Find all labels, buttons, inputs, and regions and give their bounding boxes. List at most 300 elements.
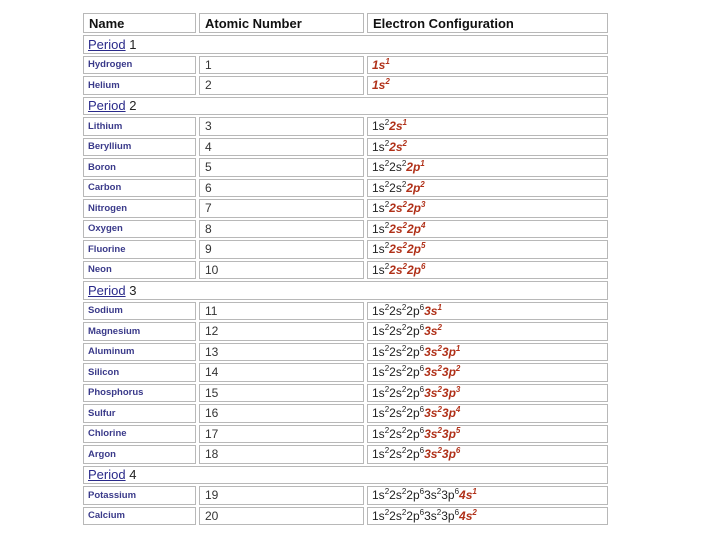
atomic-number: 13 — [199, 343, 364, 362]
period-row — [83, 281, 608, 300]
orbital-exponent: 2 — [436, 507, 442, 517]
orbital-term — [406, 488, 424, 502]
orbital-term — [441, 509, 459, 523]
orbital: 2p — [406, 426, 420, 441]
atomic-number: 1 — [199, 56, 364, 75]
electron-configuration — [367, 138, 608, 157]
orbital-term — [372, 119, 389, 133]
period-row — [83, 97, 608, 116]
orbital-exponent: 1 — [455, 343, 461, 353]
orbital-term — [424, 509, 441, 523]
orbital-exponent: 2 — [384, 118, 390, 128]
orbital-term — [389, 365, 406, 379]
orbital-exponent: 2 — [402, 220, 407, 230]
orbital-term — [424, 345, 442, 359]
orbital-exponent: 2 — [384, 138, 390, 148]
orbital: 1s — [372, 488, 385, 503]
table-row — [83, 76, 608, 95]
period-heading — [83, 35, 608, 54]
orbital-exponent: 6 — [419, 302, 425, 312]
orbital-exponent: 2 — [455, 364, 461, 374]
orbital-exponent: 6 — [454, 507, 460, 517]
electron-configuration — [367, 384, 608, 403]
element-name: Silicon — [83, 363, 196, 382]
element-name: Boron — [83, 158, 196, 177]
orbital-exponent: 2 — [437, 405, 442, 415]
orbital-exponent: 6 — [419, 405, 425, 415]
orbital-term — [389, 304, 406, 318]
table-row — [83, 138, 608, 157]
orbital: 1s — [372, 221, 385, 236]
orbital: 2s — [389, 262, 403, 277]
orbital-exponent: 2 — [401, 364, 407, 374]
table-row — [83, 240, 608, 259]
orbital-exponent: 2 — [401, 323, 407, 333]
orbital: 2p — [406, 447, 420, 462]
period-label[interactable]: Period — [88, 282, 126, 298]
atomic-number: 5 — [199, 158, 364, 177]
table-row — [83, 384, 608, 403]
orbital-exponent: 2 — [384, 241, 390, 251]
orbital: 2s — [389, 139, 403, 154]
orbital-term — [424, 427, 442, 441]
electron-configuration — [367, 507, 608, 526]
orbital-term — [424, 488, 441, 502]
orbital-exponent: 6 — [419, 425, 425, 435]
orbital: 2s — [389, 221, 403, 236]
orbital: 3p — [441, 365, 456, 380]
orbital-exponent: 2 — [401, 179, 407, 189]
atomic-number: 10 — [199, 261, 364, 280]
orbital: 1s — [372, 262, 385, 277]
orbital-term — [372, 140, 389, 154]
orbital-exponent: 2 — [401, 343, 407, 353]
orbital-exponent: 2 — [437, 343, 442, 353]
orbital: 2p — [406, 344, 420, 359]
orbital-exponent: 2 — [384, 425, 390, 435]
orbital-term — [424, 447, 442, 461]
orbital: 2p — [406, 365, 420, 380]
orbital-term — [442, 365, 460, 379]
orbital-exponent: 2 — [436, 487, 442, 497]
orbital: 2s — [389, 508, 402, 523]
period-row — [83, 35, 608, 54]
orbital: 3s — [424, 344, 438, 359]
orbital: 2p — [406, 488, 420, 503]
electron-configuration-table — [83, 13, 608, 525]
orbital-exponent: 2 — [437, 323, 442, 333]
orbital-term — [389, 181, 406, 195]
orbital-term — [389, 386, 406, 400]
table-row — [83, 363, 608, 382]
orbital-term — [372, 78, 390, 92]
orbital: 1s — [372, 160, 385, 175]
orbital: 3p — [441, 344, 456, 359]
period-row — [83, 466, 608, 485]
orbital-term — [389, 345, 406, 359]
orbital-exponent: 2 — [384, 200, 390, 210]
orbital: 1s — [372, 385, 385, 400]
orbital: 1s — [372, 119, 385, 134]
orbital: 2s — [389, 385, 402, 400]
electron-configuration — [367, 302, 608, 321]
orbital: 3p — [441, 385, 456, 400]
orbital-exponent: 2 — [384, 159, 390, 169]
orbital: 3s — [424, 385, 438, 400]
orbital-term — [406, 427, 424, 441]
orbital-term — [406, 160, 424, 174]
orbital-term — [406, 304, 424, 318]
period-number: 1 — [125, 36, 137, 52]
period-number: 4 — [125, 467, 137, 483]
electron-configuration — [367, 363, 608, 382]
orbital-exponent: 2 — [472, 507, 477, 517]
period-label[interactable]: Period — [88, 36, 126, 52]
atomic-number: 20 — [199, 507, 364, 526]
element-name: Beryllium — [83, 138, 196, 157]
orbital: 2s — [389, 242, 403, 257]
orbital-exponent: 2 — [384, 220, 390, 230]
orbital-term — [372, 386, 389, 400]
element-name: Hydrogen — [83, 56, 196, 75]
orbital-term — [389, 324, 406, 338]
orbital-exponent: 2 — [402, 241, 407, 251]
atomic-number: 4 — [199, 138, 364, 157]
orbital: 2s — [389, 180, 402, 195]
orbital: 2s — [389, 160, 402, 175]
orbital-term — [442, 345, 460, 359]
orbital: 2s — [389, 488, 402, 503]
orbital: 1s — [372, 57, 386, 72]
period-heading — [83, 97, 608, 116]
atomic-number: 6 — [199, 179, 364, 198]
element-name: Potassium — [83, 486, 196, 505]
orbital-term — [406, 365, 424, 379]
orbital: 3s — [424, 406, 438, 421]
table-row — [83, 486, 608, 505]
orbital-term — [372, 406, 389, 420]
electron-configuration — [367, 199, 608, 218]
orbital-term — [372, 201, 389, 215]
orbital: 3p — [441, 488, 455, 503]
header-atomic-number: Atomic Number — [199, 13, 364, 33]
orbital-exponent: 2 — [401, 159, 407, 169]
element-name: Helium — [83, 76, 196, 95]
electron-configuration — [367, 179, 608, 198]
orbital-term — [424, 324, 442, 338]
electron-configuration — [367, 404, 608, 423]
orbital: 1s — [372, 447, 385, 462]
orbital-exponent: 2 — [437, 425, 442, 435]
orbital: 1s — [372, 201, 385, 216]
element-name: Nitrogen — [83, 199, 196, 218]
table-row — [83, 302, 608, 321]
orbital-exponent: 6 — [419, 343, 425, 353]
orbital: 2p — [406, 160, 421, 175]
orbital: 2s — [389, 119, 403, 134]
orbital-term — [372, 488, 389, 502]
orbital-exponent: 1 — [420, 159, 425, 169]
orbital-exponent: 1 — [472, 487, 477, 497]
orbital: 2s — [389, 303, 402, 318]
orbital-exponent: 1 — [385, 56, 390, 66]
electron-configuration — [367, 322, 608, 341]
element-name: Calcium — [83, 507, 196, 526]
orbital-exponent: 2 — [401, 425, 407, 435]
orbital: 2p — [406, 242, 421, 257]
orbital-term — [459, 509, 477, 523]
orbital: 1s — [372, 426, 385, 441]
table-row — [83, 404, 608, 423]
orbital-exponent: 2 — [384, 384, 390, 394]
table-row — [83, 445, 608, 464]
orbital-exponent: 6 — [455, 446, 461, 456]
element-name: Fluorine — [83, 240, 196, 259]
orbital-exponent: 2 — [384, 179, 390, 189]
orbital-exponent: 2 — [401, 446, 407, 456]
atomic-number: 18 — [199, 445, 364, 464]
orbital: 3p — [441, 406, 456, 421]
orbital-term — [372, 427, 389, 441]
orbital: 2s — [389, 344, 402, 359]
orbital: 3p — [441, 508, 455, 523]
orbital-exponent: 6 — [419, 487, 425, 497]
atomic-number: 14 — [199, 363, 364, 382]
orbital: 4s — [459, 488, 473, 503]
orbital: 2s — [389, 324, 402, 339]
orbital-exponent: 5 — [455, 425, 461, 435]
orbital-exponent: 1 — [437, 302, 442, 312]
orbital: 2s — [389, 426, 402, 441]
table-row — [83, 261, 608, 280]
electron-configuration — [367, 261, 608, 280]
table-row — [83, 220, 608, 239]
orbital-exponent: 2 — [437, 446, 442, 456]
orbital-term — [372, 242, 389, 256]
period-label[interactable]: Period — [88, 467, 126, 483]
orbital-term — [372, 160, 389, 174]
electron-configuration — [367, 158, 608, 177]
orbital: 3p — [441, 447, 456, 462]
table-row — [83, 199, 608, 218]
orbital-term — [389, 201, 407, 215]
orbital-term — [406, 386, 424, 400]
period-number: 3 — [125, 282, 137, 298]
orbital-term — [372, 263, 389, 277]
orbital-exponent: 2 — [385, 77, 390, 87]
orbital-term — [407, 263, 425, 277]
table-row — [83, 56, 608, 75]
orbital-exponent: 2 — [401, 487, 407, 497]
orbital-exponent: 2 — [384, 405, 390, 415]
orbital-exponent: 6 — [419, 507, 425, 517]
atomic-number: 17 — [199, 425, 364, 444]
orbital: 1s — [372, 406, 385, 421]
orbital-term — [389, 222, 407, 236]
orbital-exponent: 5 — [420, 241, 426, 251]
period-heading — [83, 466, 608, 485]
element-name: Neon — [83, 261, 196, 280]
orbital-term — [459, 488, 477, 502]
element-name: Aluminum — [83, 343, 196, 362]
orbital-term — [442, 447, 460, 461]
orbital-exponent: 6 — [419, 323, 425, 333]
table-row — [83, 117, 608, 136]
orbital-term — [372, 509, 389, 523]
orbital-exponent: 2 — [401, 507, 407, 517]
atomic-number: 8 — [199, 220, 364, 239]
orbital-term — [424, 304, 442, 318]
atomic-number: 2 — [199, 76, 364, 95]
orbital: 1s — [372, 303, 385, 318]
orbital-exponent: 2 — [401, 405, 407, 415]
electron-configuration — [367, 445, 608, 464]
orbital-exponent: 2 — [384, 446, 390, 456]
atomic-number: 19 — [199, 486, 364, 505]
orbital: 1s — [372, 508, 385, 523]
orbital: 1s — [372, 242, 385, 257]
orbital: 2s — [389, 447, 402, 462]
orbital-term — [389, 119, 407, 133]
table-row — [83, 343, 608, 362]
orbital: 3s — [424, 303, 438, 318]
orbital-exponent: 2 — [384, 487, 390, 497]
orbital: 1s — [372, 180, 385, 195]
orbital-term — [424, 365, 442, 379]
atomic-number: 12 — [199, 322, 364, 341]
orbital-term — [406, 406, 424, 420]
table-row — [83, 179, 608, 198]
orbital-term — [406, 181, 424, 195]
orbital-exponent: 2 — [384, 364, 390, 374]
orbital-exponent: 2 — [420, 179, 425, 189]
orbital-exponent: 2 — [401, 384, 407, 394]
header-name: Name — [83, 13, 196, 33]
orbital-term — [389, 140, 407, 154]
orbital-exponent: 4 — [455, 405, 461, 415]
orbital-term — [442, 386, 460, 400]
period-heading — [83, 281, 608, 300]
orbital-exponent: 2 — [401, 302, 407, 312]
orbital-exponent: 2 — [437, 364, 442, 374]
atomic-number: 16 — [199, 404, 364, 423]
period-label[interactable]: Period — [88, 98, 126, 114]
period-number: 2 — [125, 98, 137, 114]
orbital-term — [406, 345, 424, 359]
orbital-term — [389, 406, 406, 420]
orbital-term — [372, 447, 389, 461]
orbital: 2p — [406, 180, 421, 195]
orbital-term — [442, 406, 460, 420]
orbital: 4s — [459, 508, 473, 523]
atomic-number: 3 — [199, 117, 364, 136]
orbital-term — [406, 509, 424, 523]
orbital: 3s — [424, 426, 438, 441]
orbital: 2p — [406, 303, 420, 318]
orbital-term — [424, 386, 442, 400]
table-row — [83, 322, 608, 341]
orbital-term — [389, 427, 406, 441]
element-name: Carbon — [83, 179, 196, 198]
orbital-term — [442, 427, 460, 441]
orbital: 3p — [441, 426, 456, 441]
orbital-exponent: 2 — [384, 343, 390, 353]
orbital: 2p — [406, 201, 421, 216]
atomic-number: 9 — [199, 240, 364, 259]
orbital: 1s — [372, 324, 385, 339]
orbital-term — [372, 58, 390, 72]
element-name: Sulfur — [83, 404, 196, 423]
header-electron-configuration: Electron Configuration — [367, 13, 608, 33]
electron-configuration — [367, 220, 608, 239]
orbital-exponent: 2 — [402, 138, 407, 148]
electron-configuration — [367, 76, 608, 95]
orbital-term — [389, 488, 406, 502]
orbital: 2p — [406, 508, 420, 523]
element-name: Magnesium — [83, 322, 196, 341]
electron-configuration — [367, 343, 608, 362]
element-name: Chlorine — [83, 425, 196, 444]
orbital-exponent: 2 — [402, 261, 407, 271]
orbital: 1s — [372, 344, 385, 359]
element-name: Argon — [83, 445, 196, 464]
electron-configuration — [367, 425, 608, 444]
orbital: 1s — [372, 78, 386, 93]
orbital-term — [372, 181, 389, 195]
orbital: 2p — [406, 385, 420, 400]
atomic-number: 15 — [199, 384, 364, 403]
orbital-exponent: 6 — [420, 261, 426, 271]
orbital: 2s — [389, 201, 403, 216]
orbital: 2s — [389, 406, 402, 421]
element-name: Lithium — [83, 117, 196, 136]
orbital-term — [406, 447, 424, 461]
orbital: 3s — [424, 447, 438, 462]
atomic-number: 11 — [199, 302, 364, 321]
orbital-term — [407, 242, 425, 256]
orbital-term — [389, 160, 406, 174]
orbital-exponent: 6 — [419, 364, 425, 374]
table-row — [83, 507, 608, 526]
orbital-exponent: 4 — [420, 220, 426, 230]
electron-configuration — [367, 56, 608, 75]
orbital-term — [372, 222, 389, 236]
orbital-exponent: 2 — [384, 302, 390, 312]
orbital-term — [389, 447, 406, 461]
table-row — [83, 425, 608, 444]
orbital: 3s — [424, 365, 438, 380]
orbital-term — [372, 345, 389, 359]
orbital-exponent: 2 — [402, 200, 407, 210]
orbital: 3s — [424, 488, 437, 503]
orbital-term — [389, 263, 407, 277]
orbital-exponent: 1 — [402, 118, 407, 128]
orbital-term — [372, 304, 389, 318]
orbital-term — [407, 201, 425, 215]
electron-configuration — [367, 486, 608, 505]
orbital-exponent: 3 — [420, 200, 426, 210]
orbital: 2p — [406, 221, 421, 236]
orbital-exponent: 6 — [419, 384, 425, 394]
orbital-term — [372, 365, 389, 379]
orbital-exponent: 6 — [454, 487, 460, 497]
atomic-number: 7 — [199, 199, 364, 218]
orbital-exponent: 2 — [384, 261, 390, 271]
orbital-term — [424, 406, 442, 420]
orbital: 1s — [372, 139, 385, 154]
orbital: 2p — [406, 262, 421, 277]
electron-configuration — [367, 117, 608, 136]
